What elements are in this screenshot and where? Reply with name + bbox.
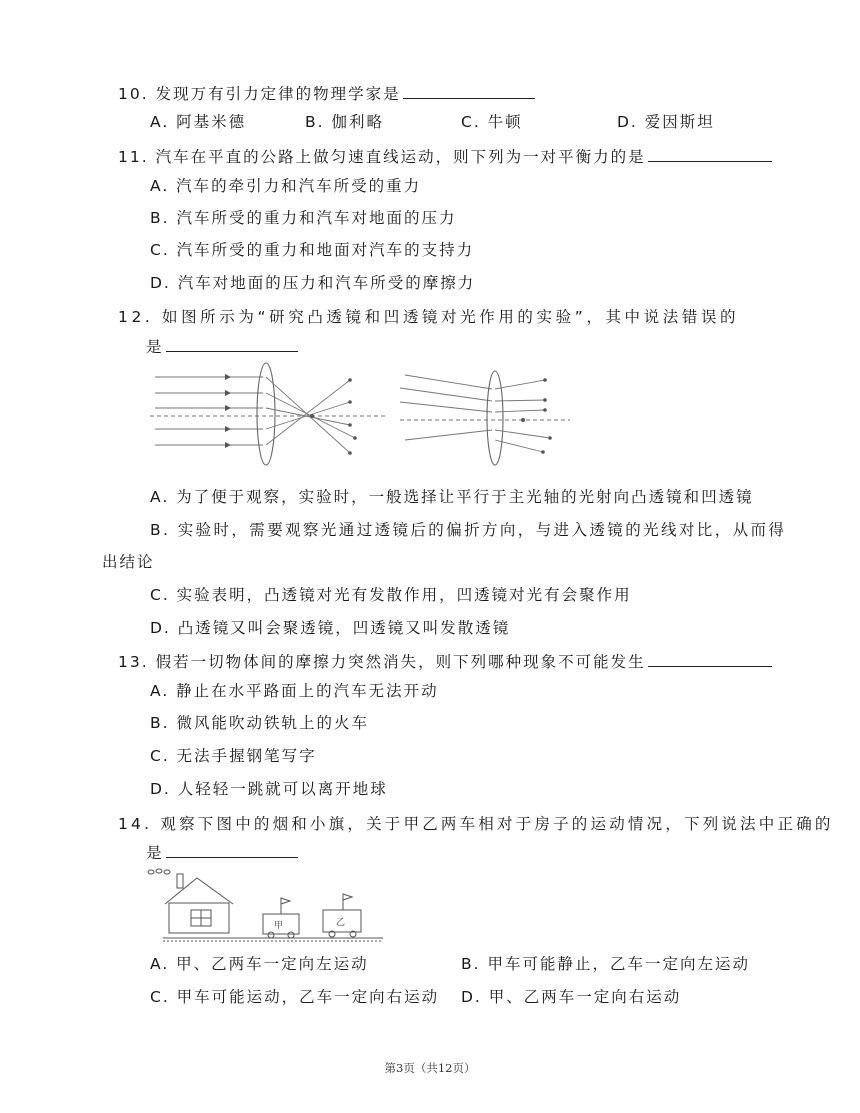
question-number: 14. (118, 815, 153, 833)
q10-option-d: D. 爱因斯坦 (617, 113, 715, 131)
q13-option-d: D. 人轻轻一跳就可以离开地球 (150, 780, 388, 798)
answer-blank (648, 651, 772, 667)
house-cars-diagram (145, 866, 385, 946)
q12-option-b-cont: 出结论 (102, 553, 155, 571)
chimney (177, 874, 183, 888)
car-jia-wheel (288, 932, 294, 938)
question-number: 13. (118, 653, 149, 671)
answer-blank (166, 842, 298, 858)
question-text: 发现万有引力定律的物理学家是 (155, 85, 401, 103)
house-roof (165, 878, 233, 904)
q10-option-c: C. 牛顿 (461, 113, 523, 131)
question-number: 10. (118, 85, 149, 103)
q10-option-b: B. 伽利略 (305, 113, 384, 131)
question-12-stem (118, 305, 739, 327)
q14-option-b: B. 甲车可能静止，乙车一定向左运动 (461, 955, 750, 973)
car-jia-wheel (268, 932, 274, 938)
question-text: 观察下图中的烟和小旗，关于甲乙两车相对于房子的运动情况，下列说法中正确的 (160, 815, 834, 833)
question-number: 12. (118, 308, 154, 326)
q13-option-b: B. 微风能吹动铁轨上的火车 (150, 714, 369, 732)
question-text: 假若一切物体间的摩擦力突然消失，则下列哪种现象不可能发生 (155, 653, 646, 671)
page-footer: 第3页（共12页） (384, 1061, 476, 1075)
question-14-stem-cont (146, 841, 298, 863)
question-text: 汽车在平直的公路上做匀速直线运动，则下列为一对平衡力的是 (155, 148, 646, 166)
question-11-stem (118, 145, 772, 167)
q12-option-c: C. 实验表明，凸透镜对光有发散作用，凹透镜对光有会聚作用 (150, 586, 632, 604)
q10-option-a: A. 阿基米德 (150, 113, 247, 131)
question-13-stem (118, 650, 772, 672)
smoke (148, 870, 154, 874)
q14-option-c: C. 甲车可能运动，乙车一定向右运动 (150, 988, 440, 1006)
car-jia-flag (281, 898, 290, 904)
q12-option-a: A. 为了便于观察，实验时，一般选择让平行于主光轴的光射向凸透镜和凹透镜 (150, 488, 754, 506)
question-text: 如图所示为“研究凸透镜和凹透镜对光作用的实验”，其中说法错误的 (161, 308, 740, 326)
convex-lens (257, 363, 275, 465)
q11-option-c: C. 汽车所受的重力和地面对汽车的支持力 (150, 241, 475, 259)
ray-arrow (225, 426, 231, 432)
question-14-stem (118, 812, 834, 834)
question-10-stem (118, 82, 535, 104)
answer-blank (648, 146, 772, 162)
q11-option-b: B. 汽车所受的重力和汽车对地面的压力 (150, 209, 457, 227)
ray-arrow (225, 374, 231, 380)
ray-arrow (225, 405, 231, 411)
smoke (164, 870, 170, 874)
q13-option-a: A. 静止在水平路面上的汽车无法开动 (150, 682, 439, 700)
answer-blank (166, 336, 298, 352)
ray-arrow (225, 390, 231, 396)
q12-option-d: D. 凸透镜又叫会聚透镜，凹透镜又叫发散透镜 (150, 619, 511, 637)
question-number: 11. (118, 148, 149, 166)
question-text: 是 (146, 338, 164, 356)
lens-diagram (145, 360, 605, 470)
q14-option-a: A. 甲、乙两车一定向左运动 (150, 955, 369, 973)
question-12-stem-cont (146, 335, 298, 357)
car-jia-label: 甲 (274, 921, 284, 931)
question-text: 是 (146, 844, 164, 862)
car-yi-label: 乙 (336, 918, 346, 928)
q11-option-a: A. 汽车的牵引力和汽车所受的重力 (150, 177, 422, 195)
concave-lens (487, 371, 503, 465)
smoke (156, 869, 162, 873)
q14-option-d: D. 甲、乙两车一定向右运动 (461, 988, 682, 1006)
q12-option-b: B. 实验时，需要观察光通过透镜后的偏折方向，与进入透镜的光线对比，从而得 (150, 521, 787, 539)
q13-option-c: C. 无法手握钢笔写字 (150, 747, 317, 765)
ray-arrow (225, 442, 231, 448)
q11-option-d: D. 汽车对地面的压力和汽车所受的摩擦力 (150, 274, 476, 292)
car-yi-flag (343, 894, 352, 900)
answer-blank (403, 83, 535, 99)
